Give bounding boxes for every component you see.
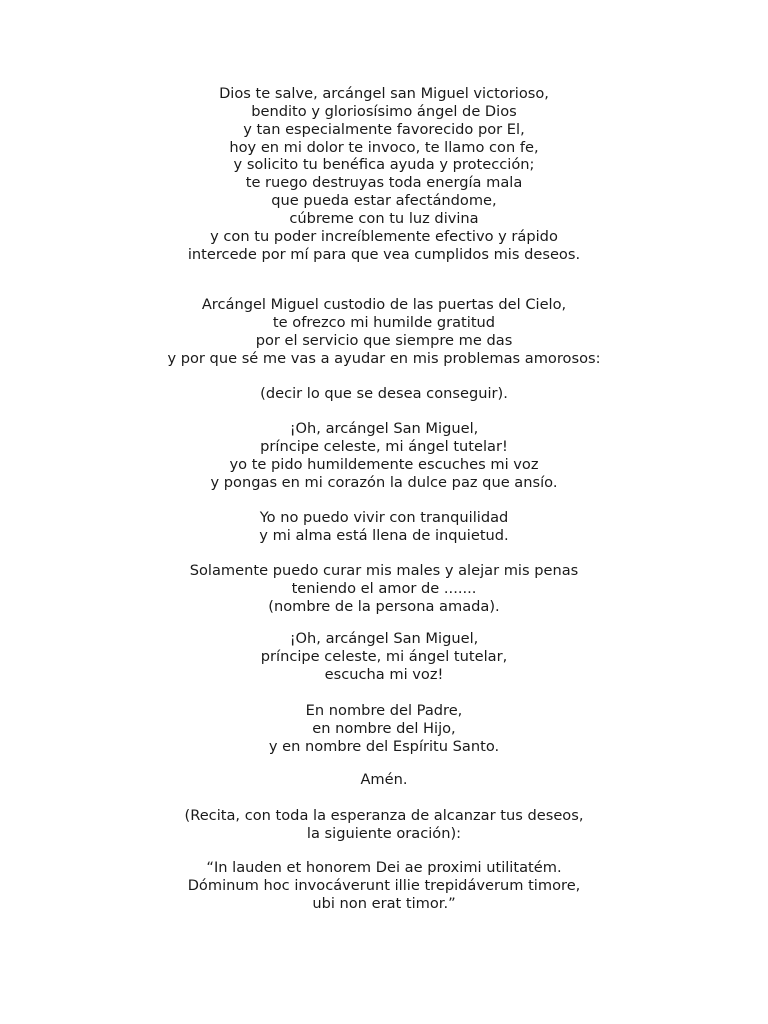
text-line: te ofrezco mi humilde gratitud — [272, 313, 496, 331]
text-line: En nombre del Padre, — [305, 702, 463, 719]
text-line: “In lauden et honorem Dei ae proximi utilitatém. — [206, 859, 562, 876]
text-line: y con tu poder increíblemente efectivo y rápido — [210, 227, 558, 245]
text-line: (decir lo que se desea conseguir). — [260, 385, 508, 402]
text-line: y pongas en mi corazón la dulce paz que ansío. — [210, 473, 558, 491]
text-line: yo te pido humildemente escuches mi voz — [229, 455, 539, 473]
text-line: bendito y gloriosísimo ángel de Dios — [251, 102, 517, 120]
text-line: Yo no puedo vivir con tranquilidad — [259, 509, 509, 526]
stanza-plea — [100, 630, 668, 684]
stanza-invocation — [100, 85, 668, 263]
text-line: (nombre de la persona amada). — [268, 597, 500, 615]
text-line: por el servicio que siempre me das — [255, 331, 513, 349]
text-line: ubi non erat timor.” — [312, 894, 456, 912]
text-line: y mi alma está llena de inquietud. — [259, 526, 509, 544]
text-line: ¡Oh, arcángel San Miguel, — [289, 630, 479, 647]
text-line: Dóminum hoc invocáverunt illie trepidáverum timore, — [187, 876, 581, 894]
text-line: y solicito tu benéfica ayuda y protección; — [233, 156, 535, 174]
text-line: en nombre del Hijo, — [312, 719, 456, 737]
stanza-trinity — [100, 702, 668, 756]
text-line: y en nombre del Espíritu Santo. — [268, 737, 500, 755]
stanza-latin-prayer — [100, 859, 668, 913]
stanza-unrest — [100, 509, 668, 545]
stanza-gratitude — [100, 296, 668, 367]
text-line: y tan especialmente favorecido por El, — [243, 120, 525, 138]
stanza-instruction — [100, 385, 668, 403]
stanza-recite-instruction — [100, 807, 668, 843]
stanza-amen — [100, 771, 668, 789]
text-line: (Recita, con toda la esperanza de alcanzar tus deseos, — [184, 807, 584, 824]
text-line: y por que sé me vas a ayudar en mis problemas amorosos: — [167, 349, 601, 367]
text-line: ¡Oh, arcángel San Miguel, — [289, 420, 479, 437]
text-line: escucha mi voz! — [324, 665, 444, 683]
text-line: príncipe celeste, mi ángel tutelar! — [260, 437, 508, 455]
stanza-petition — [100, 420, 668, 491]
text-line: hoy en mi dolor te invoco, te llamo con fe, — [229, 138, 539, 156]
text-line: Arcángel Miguel custodio de las puertas del Cielo, — [201, 296, 567, 313]
text-line: Dios te salve, arcángel san Miguel victorioso, — [219, 85, 549, 102]
text-line: príncipe celeste, mi ángel tutelar, — [260, 647, 508, 665]
text-line: cúbreme con tu luz divina — [289, 209, 479, 227]
stanza-love — [100, 562, 668, 616]
text-line: la siguiente oración): — [306, 824, 462, 842]
text-line: Amén. — [360, 771, 408, 788]
text-line: Solamente puedo curar mis males y alejar mis penas — [189, 562, 579, 579]
text-line: te ruego destruyas toda energía mala — [245, 174, 523, 192]
text-line: que pueda estar afectándome, — [271, 192, 497, 210]
text-line: teniendo el amor de ....... — [291, 579, 477, 597]
text-line: intercede por mí para que vea cumplidos mis deseos. — [187, 245, 581, 263]
